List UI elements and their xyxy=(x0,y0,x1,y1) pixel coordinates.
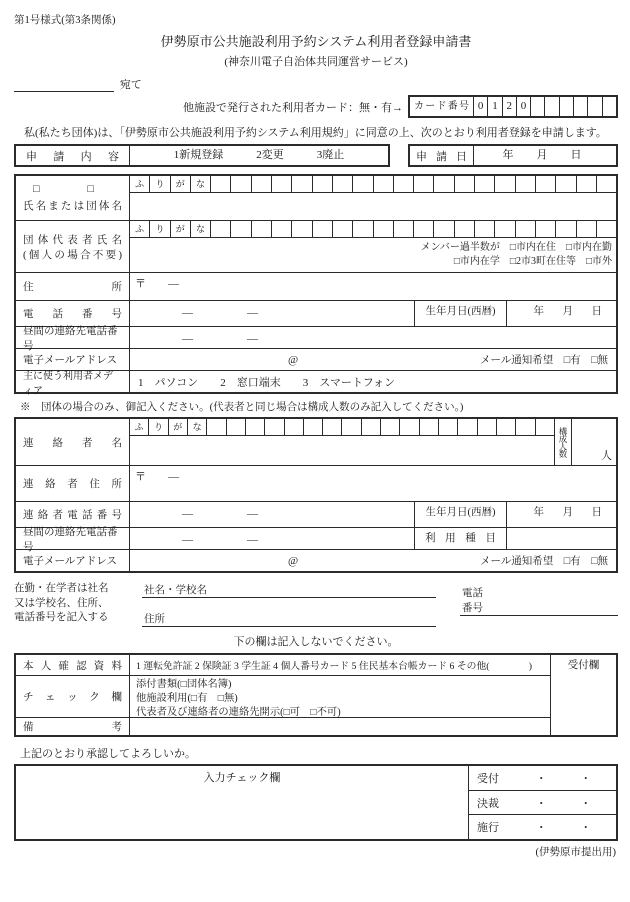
grid-cell[interactable]: 0 xyxy=(477,100,484,112)
work-school-note-line3: 電話番号を記入する xyxy=(14,612,109,624)
grid-cell[interactable]: 0 xyxy=(516,97,530,116)
grid-cell[interactable]: な xyxy=(187,419,206,435)
birthdate-label: 生年月日(西暦) xyxy=(414,301,506,326)
identity-row xyxy=(16,655,550,675)
grid-cell[interactable] xyxy=(555,176,575,192)
grid-cell[interactable] xyxy=(245,419,264,435)
grid-cell[interactable] xyxy=(494,176,514,192)
approval-date-dot: ・ xyxy=(580,822,592,835)
member-majority-line1[interactable]: メンバー過半数が □市内在住 □市内在勤 xyxy=(420,242,612,253)
grid-cell[interactable] xyxy=(535,176,555,192)
contact-address-row xyxy=(16,465,616,501)
grid-cell[interactable] xyxy=(332,221,352,237)
grid-cell[interactable]: が xyxy=(170,176,190,192)
grid-cell[interactable] xyxy=(413,221,433,237)
company-address-field[interactable]: 住所 xyxy=(142,611,436,627)
approval-row-decision[interactable] xyxy=(469,790,616,815)
grid-cell[interactable] xyxy=(576,176,596,192)
daytime-phone-label: 昼間の連絡先電話番号 xyxy=(23,325,118,352)
work-school-block xyxy=(14,582,618,627)
members-count-label: 構成人数 xyxy=(554,419,571,465)
grid-cell[interactable] xyxy=(596,221,616,237)
grid-cell[interactable] xyxy=(419,419,438,435)
grid-cell[interactable] xyxy=(576,221,596,237)
grid-cell[interactable] xyxy=(393,176,413,192)
grid-cell[interactable] xyxy=(303,419,322,435)
form-title: 伊勢原市公共施設利用予約システム利用者登録申請書 xyxy=(160,34,472,49)
checkbox-1[interactable]: □ xyxy=(33,183,40,195)
check-line-disclosure[interactable]: 代表者及び連絡者の連絡先開示(□可 □不可) xyxy=(136,707,341,718)
grid-cell[interactable] xyxy=(535,221,555,237)
address-row xyxy=(16,272,616,300)
grid-cell[interactable] xyxy=(361,419,380,435)
work-school-fields xyxy=(136,582,436,627)
agreement-statement: 私(私たち団体)は、「伊勢原市公共施設利用予約システム利用規約」に同意の上、次のとおり利用者登録を申請します。 xyxy=(24,127,607,139)
phone-input-area[interactable]: ― ― xyxy=(182,307,260,319)
member-majority-options[interactable] xyxy=(130,238,616,272)
approval-date-dot: ・ xyxy=(535,797,547,810)
grid-cell[interactable] xyxy=(555,221,575,237)
identity-options[interactable]: 1 運転免許証 2 保険証 3 学生証 4 個人番号カード 5 住民基本台帳カード 6 その他( ) xyxy=(136,661,532,672)
addressee-suffix: 宛て xyxy=(119,79,142,91)
approval-row-enforcement[interactable] xyxy=(469,814,616,839)
grid-cell[interactable] xyxy=(535,419,554,435)
grid-cell[interactable] xyxy=(352,176,372,192)
application-content-box xyxy=(14,144,390,167)
grid-cell[interactable] xyxy=(474,221,494,237)
email-label: 電子メールアドレス xyxy=(23,355,117,366)
submission-note: (伊勢原市提出用) xyxy=(535,847,616,858)
grid-cell[interactable] xyxy=(271,221,291,237)
grid-cell[interactable] xyxy=(380,419,399,435)
checkbox-2[interactable]: □ xyxy=(87,183,94,195)
address-label-cell xyxy=(16,273,130,300)
grid-cell[interactable] xyxy=(312,221,332,237)
grid-cell[interactable]: な xyxy=(190,221,210,237)
application-content-options[interactable]: 1新規登録 2変更 3廃止 xyxy=(173,149,345,161)
member-majority-line2[interactable]: □市内在学 □2市3町在住等 □市外 xyxy=(453,255,612,267)
representative-row xyxy=(16,220,616,272)
grid-cell[interactable] xyxy=(251,221,271,237)
name-row xyxy=(16,176,616,220)
representative-sublabel: (個人の場合不要) xyxy=(23,249,122,261)
media-label: 主に使う利用者メディア xyxy=(23,370,113,397)
addressee-row xyxy=(14,76,618,92)
grid-cell[interactable]: が xyxy=(170,221,190,237)
grid-cell[interactable] xyxy=(474,176,494,192)
approval-row-reception[interactable] xyxy=(469,766,616,790)
contact-furigana-strip xyxy=(130,419,554,436)
grid-cell[interactable] xyxy=(251,176,271,192)
grid-cell[interactable] xyxy=(341,419,360,435)
do-not-fill-note: 下の欄は記入しないでください。 xyxy=(233,636,399,648)
grid-cell[interactable] xyxy=(284,419,303,435)
contact-email-row xyxy=(16,549,616,571)
media-options[interactable]: 1 パソコン 2 窓口端末 3 スマートフォン xyxy=(138,377,396,389)
grid-cell[interactable] xyxy=(271,176,291,192)
grid-cell[interactable] xyxy=(457,419,476,435)
contact-email-at-mark[interactable]: @ xyxy=(288,554,299,567)
grid-cell[interactable]: り xyxy=(149,176,169,192)
email-at-mark[interactable]: @ xyxy=(288,353,299,366)
work-school-note xyxy=(14,582,136,627)
contact-daytime-row xyxy=(16,526,616,553)
contact-table xyxy=(14,417,618,573)
application-date-box xyxy=(408,144,618,167)
grid-cell[interactable] xyxy=(515,419,534,435)
name-furigana-strip xyxy=(130,176,616,193)
grid-cell[interactable] xyxy=(438,419,457,435)
contact-address-label-cell xyxy=(16,466,130,501)
grid-cell[interactable]: ふ xyxy=(135,224,145,234)
grid-cell[interactable] xyxy=(494,221,514,237)
reception-column[interactable]: 受付欄 xyxy=(550,655,616,735)
addressee-input-line[interactable] xyxy=(14,79,114,92)
grid-cell[interactable] xyxy=(226,419,245,435)
grid-cell[interactable] xyxy=(312,176,332,192)
contact-birthdate-label: 生年月日(西暦) xyxy=(414,502,506,527)
remarks-label-cell xyxy=(16,718,130,735)
card-number-label: カード番号 xyxy=(410,97,474,116)
representative-furigana-strip xyxy=(130,221,616,238)
approval-stamp-column xyxy=(468,766,616,839)
daytime-phone-row xyxy=(16,325,616,352)
grid-cell[interactable] xyxy=(230,176,250,192)
representative-label-cell xyxy=(16,221,130,272)
grid-cell[interactable] xyxy=(477,419,496,435)
card-number-cells xyxy=(474,97,616,116)
name-checkbox-row xyxy=(23,183,122,198)
grid-cell[interactable]: 2 xyxy=(502,97,516,116)
company-phone-field[interactable] xyxy=(460,582,618,627)
contact-birthdate-field[interactable]: 年 月 日 xyxy=(506,502,616,527)
birthdate-field[interactable]: 年 月 日 xyxy=(506,301,616,326)
grid-cell[interactable] xyxy=(559,97,573,116)
grid-cell[interactable]: な xyxy=(190,176,210,192)
mail-notify-options[interactable]: メール通知希望 □有 □無 xyxy=(480,355,608,366)
grid-cell[interactable] xyxy=(413,176,433,192)
check-line-attachments[interactable]: 添付書類(□団体名簿) xyxy=(136,679,232,690)
approval-note: 上記のとおり承認してよろしいか。 xyxy=(20,748,196,760)
remarks-row xyxy=(16,717,550,735)
name-label-cell xyxy=(16,176,130,220)
other-card-row xyxy=(14,95,618,118)
contact-daytime-input-area[interactable]: ― ― xyxy=(182,534,260,546)
grid-cell[interactable] xyxy=(515,176,535,192)
contact-phone-label: 連絡者電話番号 xyxy=(23,510,122,521)
grid-cell[interactable] xyxy=(373,221,393,237)
grid-cell[interactable] xyxy=(399,419,418,435)
contact-daytime-label: 昼間の連絡先電話番号 xyxy=(23,526,118,553)
grid-cell[interactable]: り xyxy=(148,419,167,435)
grid-cell[interactable]: ふ xyxy=(134,422,144,432)
check-label: チェック欄 xyxy=(23,692,122,703)
contact-daytime-label-cell xyxy=(16,526,130,553)
usage-type-field[interactable] xyxy=(506,528,616,549)
grid-cell[interactable] xyxy=(373,176,393,192)
remarks-input-area[interactable] xyxy=(130,718,550,735)
company-phone-label-line2: 番号 xyxy=(460,600,618,616)
address-input-area[interactable]: 〒 ― xyxy=(135,278,179,290)
grid-cell[interactable] xyxy=(264,419,283,435)
grid-cell[interactable] xyxy=(454,221,474,237)
grid-cell[interactable] xyxy=(515,221,535,237)
contact-email-label-cell xyxy=(16,550,130,571)
grid-cell[interactable] xyxy=(496,419,515,435)
card-number-box xyxy=(408,95,618,118)
work-school-note-line2: 又は学校名、住所、 xyxy=(14,597,109,609)
members-count-field[interactable] xyxy=(571,419,616,465)
office-use-table xyxy=(14,653,618,737)
form-code: 第1号様式(第3条関係) xyxy=(14,15,116,26)
grid-cell[interactable] xyxy=(454,176,474,192)
identity-label: 本人確認資料 xyxy=(23,660,122,672)
daytime-phone-input-area[interactable]: ― ― xyxy=(182,333,260,345)
grid-cell[interactable] xyxy=(433,176,453,192)
grid-cell[interactable] xyxy=(352,221,372,237)
grid-cell[interactable] xyxy=(210,176,230,192)
application-date-field[interactable]: 年 月 日 xyxy=(502,149,588,161)
phone-label: 電話番号 xyxy=(23,309,122,320)
address-label: 住所 xyxy=(23,282,122,293)
grid-cell[interactable] xyxy=(291,176,311,192)
approval-date-dot: ・ xyxy=(580,772,592,785)
contact-name-label-cell xyxy=(16,419,130,465)
grid-cell[interactable] xyxy=(433,221,453,237)
approval-date-dot: ・ xyxy=(580,797,592,810)
contact-phone-input-area[interactable]: ― ― xyxy=(182,508,260,520)
work-school-note-line1: 在勤・在学者は社名 xyxy=(14,583,109,594)
application-row xyxy=(14,144,618,167)
representative-label: 団体代表者氏名 xyxy=(23,234,122,246)
grid-cell[interactable]: 1 xyxy=(487,97,501,116)
approval-row-label: 施行 xyxy=(477,822,499,835)
grid-cell[interactable] xyxy=(573,97,587,116)
name-input-area[interactable] xyxy=(130,193,616,220)
grid-cell[interactable] xyxy=(587,97,601,116)
contact-name-row xyxy=(16,419,616,465)
grid-cell[interactable] xyxy=(291,221,311,237)
form-subtitle: (神奈川電子自治体共同運営サービス) xyxy=(224,56,408,68)
grid-cell[interactable] xyxy=(393,221,413,237)
check-label-cell xyxy=(16,676,130,717)
grid-cell[interactable] xyxy=(230,221,250,237)
contact-email-label: 電子メールアドレス xyxy=(23,556,117,567)
grid-cell[interactable]: ふ xyxy=(135,179,145,189)
company-name-field[interactable]: 社名・学校名 xyxy=(142,582,436,598)
contact-name-input-area[interactable] xyxy=(130,436,554,465)
grid-cell[interactable]: り xyxy=(149,221,169,237)
contact-address-label: 連絡者住所 xyxy=(23,479,122,490)
check-line-other-facility[interactable]: 他施設利用(□有 □無) xyxy=(136,693,238,704)
contact-name-label: 連絡者名 xyxy=(23,437,122,449)
identity-label-cell xyxy=(16,655,130,675)
grid-cell[interactable] xyxy=(596,176,616,192)
members-unit: 人 xyxy=(601,450,612,462)
company-phone-label-line1: 電話 xyxy=(462,588,483,599)
approval-row-label: 決裁 xyxy=(477,797,499,810)
remarks-label: 備考 xyxy=(23,722,122,733)
application-content-label: 申請内容 xyxy=(16,146,130,165)
check-row xyxy=(16,675,550,717)
input-check-table xyxy=(14,764,618,841)
media-row xyxy=(16,370,616,397)
grid-cell[interactable] xyxy=(206,419,225,435)
contact-address-input-area[interactable]: 〒 ― xyxy=(135,471,179,483)
approval-date-dot: ・ xyxy=(535,822,547,835)
applicant-table xyxy=(14,174,618,397)
other-card-label: 他施設で発行された利用者カード：無・有→ xyxy=(183,101,403,114)
grid-cell[interactable] xyxy=(210,221,230,237)
grid-cell[interactable] xyxy=(602,97,616,116)
input-check-area[interactable]: 入力チェック欄 xyxy=(203,772,281,784)
usage-type-label: 利用種目 xyxy=(414,528,506,549)
contact-mail-notify-options[interactable]: メール通知希望 □有 □無 xyxy=(480,556,608,567)
grid-cell[interactable] xyxy=(332,176,352,192)
approval-row-label: 受付 xyxy=(477,772,499,785)
approval-date-dot: ・ xyxy=(535,772,547,785)
grid-cell[interactable] xyxy=(530,97,544,116)
name-label: 氏名または団体名 xyxy=(23,201,122,212)
application-date-label: 申請日 xyxy=(410,146,474,165)
grid-cell[interactable] xyxy=(544,97,558,116)
media-label-cell xyxy=(16,370,130,397)
grid-cell[interactable]: が xyxy=(168,419,187,435)
daytime-phone-label-cell xyxy=(16,325,130,352)
group-only-note: ※ 団体の場合のみ、御記入ください。(代表者と同じ場合は構成人数のみ記入してください。) xyxy=(20,402,464,413)
grid-cell[interactable] xyxy=(322,419,341,435)
